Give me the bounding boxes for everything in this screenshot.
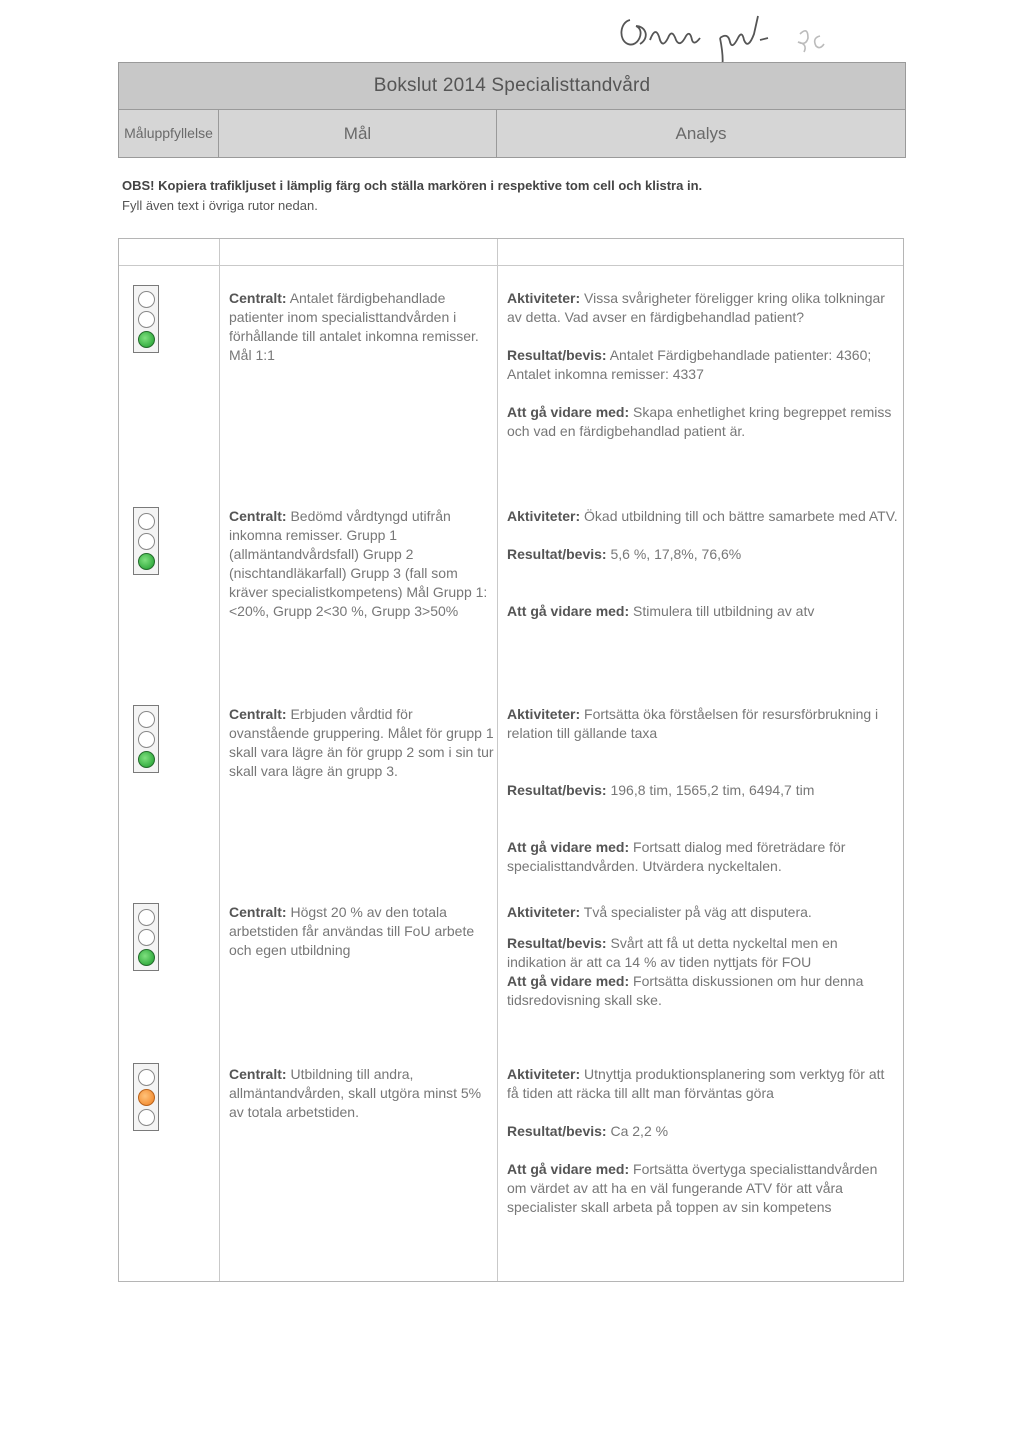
activities-text: Ökad utbildning till och bättre samarbete med ATV. bbox=[584, 508, 898, 524]
goal-label: Centralt: bbox=[229, 290, 287, 306]
col-fulfillment-header: Måluppfyllelse bbox=[119, 109, 219, 157]
goals-table bbox=[118, 238, 904, 1282]
goal-label: Centralt: bbox=[229, 904, 287, 920]
lamp-red-icon bbox=[138, 513, 155, 530]
next-text: Fortsatt dialog med företrädare för specialisttandvården. Utvärdera nyckeltalen. bbox=[507, 839, 846, 874]
analysis-cell bbox=[507, 289, 899, 441]
header-columns bbox=[119, 109, 905, 157]
activities-text: Vissa svårigheter föreligger kring olika tolkningar av detta. Vad avser en färdigbehandlad patient? bbox=[507, 290, 885, 325]
goal-text: Högst 20 % av den totala arbetstiden får användas till FoU arbete och egen utbildning bbox=[229, 904, 475, 958]
next-label: Att gå vidare med: bbox=[507, 839, 630, 855]
results-label: Resultat/bevis: bbox=[507, 935, 607, 951]
lamp-yellow-icon bbox=[138, 1089, 155, 1106]
activities-label: Aktiviteter: bbox=[507, 290, 581, 306]
activities-text: Utnyttja produktionsplanering som verktyg för att få tiden att räcka till allt man förväntas göra bbox=[507, 1066, 885, 1101]
results-text: Ca 2,2 % bbox=[610, 1123, 669, 1139]
goal-cell bbox=[229, 705, 495, 781]
traffic-light-icon bbox=[133, 507, 159, 575]
traffic-light-icon bbox=[133, 1063, 159, 1131]
lamp-yellow-icon bbox=[138, 533, 155, 550]
column-divider bbox=[219, 239, 220, 1281]
traffic-light-icon bbox=[133, 705, 159, 773]
column-divider bbox=[497, 239, 498, 1281]
row-divider bbox=[119, 265, 903, 266]
col-goal-header: Mål bbox=[219, 109, 497, 157]
analysis-cell bbox=[507, 903, 899, 1010]
traffic-light-icon bbox=[133, 285, 159, 353]
next-text: Stimulera till utbildning av atv bbox=[633, 603, 815, 619]
lamp-green-icon bbox=[138, 331, 155, 348]
instruction-line-2: Fyll även text i övriga rutor nedan. bbox=[122, 198, 318, 213]
analysis-cell bbox=[507, 705, 899, 876]
lamp-green-icon bbox=[138, 949, 155, 966]
next-text: Fortsätta diskussionen om hur denna tidsredovisning skall ske. bbox=[507, 973, 864, 1008]
lamp-yellow-icon bbox=[138, 731, 155, 748]
results-label: Resultat/bevis: bbox=[507, 1123, 607, 1139]
goal-text: Utbildning till andra, allmäntandvården, skall utgöra minst 5% av totala arbetstiden. bbox=[229, 1066, 482, 1120]
goal-text: Antalet färdigbehandlade patienter inom specialisttandvården i förhållande till antalet inkomna remisser. Mål 1:1 bbox=[229, 290, 479, 363]
handwritten-annotation bbox=[610, 10, 910, 70]
goal-cell bbox=[229, 903, 495, 960]
analysis-cell bbox=[507, 1065, 899, 1217]
activities-label: Aktiviteter: bbox=[507, 904, 581, 920]
activities-label: Aktiviteter: bbox=[507, 706, 581, 722]
header-table bbox=[118, 62, 906, 158]
lamp-red-icon bbox=[138, 1069, 155, 1086]
activities-text: Fortsätta öka förståelsen för resursförbrukning i relation till gällande taxa bbox=[507, 706, 879, 741]
activities-label: Aktiviteter: bbox=[507, 1066, 581, 1082]
instruction-line-1: OBS! Kopiera trafikljuset i lämplig färg och ställa markören i respektive tom cell och klistra in. bbox=[122, 178, 703, 193]
traffic-light-icon bbox=[133, 903, 159, 971]
lamp-red-icon bbox=[138, 291, 155, 308]
lamp-yellow-icon bbox=[138, 929, 155, 946]
results-label: Resultat/bevis: bbox=[507, 546, 607, 562]
next-label: Att gå vidare med: bbox=[507, 603, 630, 619]
results-label: Resultat/bevis: bbox=[507, 347, 607, 363]
lamp-yellow-icon bbox=[138, 311, 155, 328]
results-text: 5,6 %, 17,8%, 76,6% bbox=[610, 546, 742, 562]
next-label: Att gå vidare med: bbox=[507, 404, 630, 420]
lamp-green-icon bbox=[138, 751, 155, 768]
goal-label: Centralt: bbox=[229, 508, 287, 524]
activities-text: Två specialister på väg att disputera. bbox=[583, 904, 812, 920]
results-label: Resultat/bevis: bbox=[507, 782, 607, 798]
activities-label: Aktiviteter: bbox=[507, 508, 581, 524]
page-title: Bokslut 2014 Specialisttandvård bbox=[119, 63, 905, 109]
lamp-red-icon bbox=[138, 909, 155, 926]
lamp-green-icon bbox=[138, 553, 155, 570]
goal-text: Bedömd vårdtyngd utifrån inkomna remisser. Grupp 1 (allmäntandvårdsfall) Grupp 2 (nischtandläkarfall) Grupp 3 (fall som kräver specialistkompetens) Mål Grupp 1: <20%, Grupp 2<30 %, Grupp 3>50% bbox=[229, 508, 488, 619]
goal-cell bbox=[229, 1065, 495, 1122]
goal-label: Centralt: bbox=[229, 706, 287, 722]
goal-text: Erbjuden vårdtid för ovanstående gruppering. Målet för grupp 1 skall vara lägre än för grupp 2 som i sin tur skall vara lägre än grupp 3. bbox=[229, 706, 494, 779]
next-text: Skapa enhetlighet kring begreppet remiss och vad en färdigbehandlad patient är. bbox=[507, 404, 892, 439]
goal-label: Centralt: bbox=[229, 1066, 287, 1082]
col-analysis-header: Analys bbox=[497, 109, 905, 157]
lamp-green-icon bbox=[138, 1109, 155, 1126]
results-text: 196,8 tim, 1565,2 tim, 6494,7 tim bbox=[610, 782, 815, 798]
results-text: Antalet Färdigbehandlade patienter: 4360; Antalet inkomna remisser: 4337 bbox=[507, 347, 872, 382]
next-label: Att gå vidare med: bbox=[507, 973, 630, 989]
goal-cell bbox=[229, 289, 495, 365]
instruction-note bbox=[122, 176, 912, 216]
next-text: Fortsätta övertyga specialisttandvården om värdet av att ha en väl fungerande ATV för att våra specialister skall arbeta på toppen av sin kompetens bbox=[507, 1161, 878, 1215]
results-text: Svårt att få ut detta nyckeltal men en indikation är att ca 14 % av tiden nyttjats för FOU bbox=[507, 935, 838, 970]
goal-cell bbox=[229, 507, 495, 621]
next-label: Att gå vidare med: bbox=[507, 1161, 630, 1177]
lamp-red-icon bbox=[138, 711, 155, 728]
analysis-cell bbox=[507, 507, 899, 621]
